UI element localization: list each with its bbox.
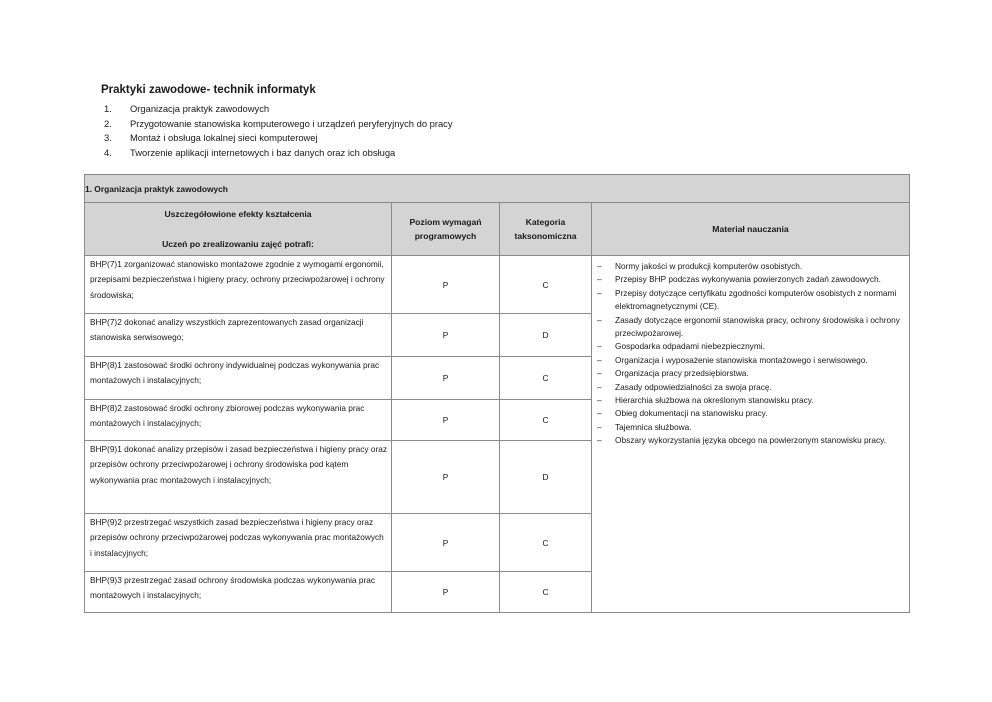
level-cell: P [392,441,500,514]
header-effects-subtitle: Uczeń po zrealizowaniu zajęć potrafi: [162,239,314,249]
material-item: – Przepisy BHP podczas wykonywania powierzonych zadań zawodowych. [597,273,903,286]
effect-cell: BHP(9)3 przestrzegać zasad ochrony środowiska podczas wykonywania prac montażowych i instalacyjnych; [85,572,392,613]
dash-bullet: – [597,421,602,432]
effect-cell: BHP(9)1 dokonać analizy przepisów i zasad bezpieczeństwa i higieny pracy oraz przepisów ochrony przeciwpożarowej i ochrony środowiska pod kątem wykonywania prac montażowych i instalacyjnych; [85,441,392,514]
header-category: Kategoria taksonomiczna [500,203,592,256]
material-item: – Organizacja pracy przedsiębiorstwa. [597,367,903,380]
material-item: – Organizacja i wyposażenie stanowiska montażowego i serwisowego. [597,354,903,367]
dash-bullet: – [597,354,602,365]
header-effects-title: Uszczegółowione efekty kształcenia [164,209,312,219]
dash-bullet: – [597,341,602,352]
effect-cell: BHP(8)1 zastosować środki ochrony indywidualnej podczas wykonywania prac montażowych i instalacyjnych; [85,357,392,400]
material-item: – Przepisy dotyczące certyfikatu zgodności komputerów osobistych z normami elektromagnetycznymi (CE). [597,287,903,314]
dash-bullet: – [597,435,602,446]
level-cell: P [392,572,500,613]
section-title: 1. Organizacja praktyk zawodowych [85,175,910,203]
level-cell: P [392,314,500,357]
table-of-contents [104,102,453,160]
material-list [597,260,903,448]
toc-number: 1. [104,103,112,114]
table-row [85,256,910,314]
category-cell: D [500,314,592,357]
effect-cell: BHP(8)2 zastosować środki ochrony zbiorowej podczas wykonywania prac montażowych i instalacyjnych; [85,400,392,441]
category-cell: C [500,256,592,314]
header-material: Materiał nauczania [592,203,910,256]
toc-number: 4. [104,146,112,158]
toc-number: 3. [104,132,112,144]
category-cell: D [500,441,592,514]
toc-label: Organizacja praktyk zawodowych [130,103,270,114]
level-cell: P [392,256,500,314]
toc-label: Montaż i obsługa lokalnej sieci komputerowej [130,132,318,144]
dash-bullet: – [597,395,602,406]
material-item: – Zasady dotyczące ergonomii stanowiska pracy, ochrony środowiska i ochrony przeciwpożarowej. [597,314,903,341]
material-cell [592,256,910,613]
header-level: Poziom wymagań programowych [392,203,500,256]
material-item: – Obszary wykorzystania języka obcego na powierzonym stanowisku pracy. [597,434,903,447]
material-item: – Tajemnica służbowa. [597,421,903,434]
level-cell: P [392,400,500,441]
material-item: – Zasady odpowiedzialności za swoja pracę. [597,381,903,394]
category-cell: C [500,572,592,613]
effect-cell: BHP(7)2 dokonać analizy wszystkich zaprezentowanych zasad organizacji stanowiska serwisowego; [85,314,392,357]
dash-bullet: – [597,314,602,325]
material-item: – Obieg dokumentacji na stanowisku pracy. [597,407,903,420]
toc-item [104,146,453,161]
dash-bullet: – [597,261,602,271]
material-item: – Hierarchia służbowa na określonym stanowisku pracy. [597,394,903,407]
header-effects [85,203,392,256]
effect-cell: BHP(9)2 przestrzegać wszystkich zasad bezpieczeństwa i higieny pracy oraz przepisów ochrony przeciwpożarowej podczas wykonywania prac montażowych i instalacyjnych; [85,514,392,572]
category-cell: C [500,400,592,441]
toc-item [104,131,453,146]
dash-bullet: – [597,408,602,419]
toc-label: Tworzenie aplikacji internetowych i baz danych oraz ich obsługa [130,146,396,158]
toc-number: 2. [104,117,112,129]
category-cell: C [500,514,592,572]
material-item: – Gospodarka odpadami niebezpiecznymi. [597,340,903,353]
section-header-row [85,175,910,203]
effect-cell: BHP(7)1 zorganizować stanowisko montażowe zgodnie z wymogami ergonomii, przepisami bezpieczeństwa i higieny pracy, ochrony przeciwpożarowej i ochrony środowiska; [85,256,392,314]
category-cell: C [500,357,592,400]
dash-bullet: – [597,368,602,379]
toc-item [104,102,453,117]
level-cell: P [392,514,500,572]
column-header-row [85,203,910,256]
material-item: – Normy jakości w produkcji komputerów osobistych. [597,260,903,273]
curriculum-table [84,174,910,613]
document-title: Praktyki zawodowe- technik informatyk [101,84,316,96]
dash-bullet: – [597,381,602,392]
level-cell: P [392,357,500,400]
toc-item [104,117,453,132]
dash-bullet: – [597,274,602,285]
dash-bullet: – [597,287,602,298]
toc-label: Przygotowanie stanowiska komputerowego i urządzeń peryferyjnych do pracy [130,117,453,129]
